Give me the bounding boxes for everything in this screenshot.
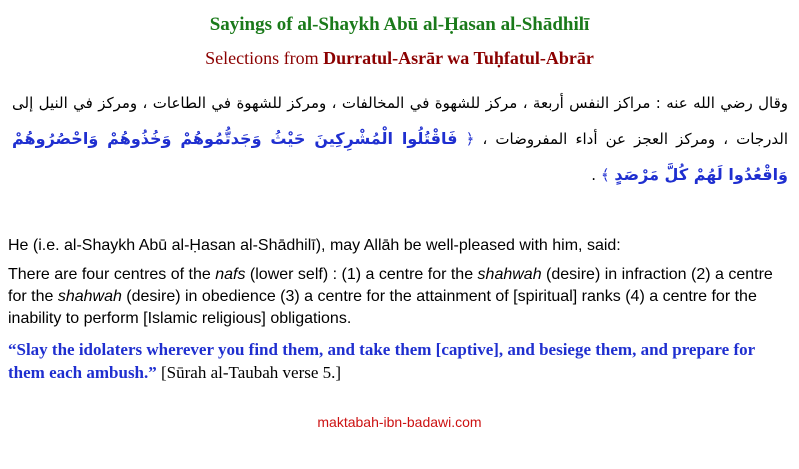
footer-site-link[interactable]: maktabah-ibn-badawi.com	[317, 414, 482, 430]
english-intro: He (i.e. al-Shaykh Abū al-Ḥasan al-Shādhilī), may Allāh be well-pleased with him, said:	[8, 237, 621, 254]
english-translation	[8, 264, 788, 330]
page-title: Sayings of al-Shaykh Abū al-Ḥasan al-Shādhilī	[209, 14, 590, 35]
term-shahwah-1: shahwah	[477, 266, 542, 283]
translation-part-1: There are four centres of the	[8, 266, 216, 283]
translation-part-2: (lower self) : (1) a centre for the	[245, 266, 478, 283]
page-subtitle	[0, 48, 799, 69]
arabic-text: وقال رضي الله عنه : مراكز النفس أربعة ، مركز للشهوة في المخالفات ، ومركز للشهوة في الطاعات ، ومركز في النيل إلى الدرجات ، ومركز العجز عن أداء المفروضات ،	[12, 94, 788, 148]
quran-bracket-close: ﴾	[600, 166, 610, 184]
arabic-end: .	[591, 166, 601, 184]
term-shahwah-2: shahwah	[57, 288, 122, 305]
arabic-passage	[12, 86, 788, 193]
translation-part-4: (desire) in obedience (3) a centre for the attainment of [spiritual] ranks (4) a centre for the inability to perform [Islamic religious] obligations.	[8, 288, 757, 327]
quote-reference: [Sūrah al-Taubah verse 5.]	[156, 363, 342, 382]
subtitle-prefix: Selections from	[205, 48, 324, 68]
quran-bracket-open: ﴿	[465, 130, 475, 148]
quran-quote	[8, 339, 788, 385]
book-title: Durratul-Asrār wa Tuḥfatul-Abrār	[323, 48, 594, 68]
term-nafs: nafs	[215, 266, 246, 283]
translation-part-3: (desire) in infraction (2) a centre for the	[8, 266, 773, 305]
arabic-quran-verse: فَاقْتُلُوا الْمُشْرِكِينَ حَيْثُ وَجَدتُّمُوهُمْ وَخُذُوهُمْ وَاحْصُرُوهُمْ وَاقْعُدُوا لَهُمْ كُلَّ مَرْصَدٍ	[12, 129, 788, 184]
quote-text: “Slay the idolaters wherever you find them, and take them [captive], and besiege them, and prepare for them each ambush.”	[8, 340, 755, 382]
